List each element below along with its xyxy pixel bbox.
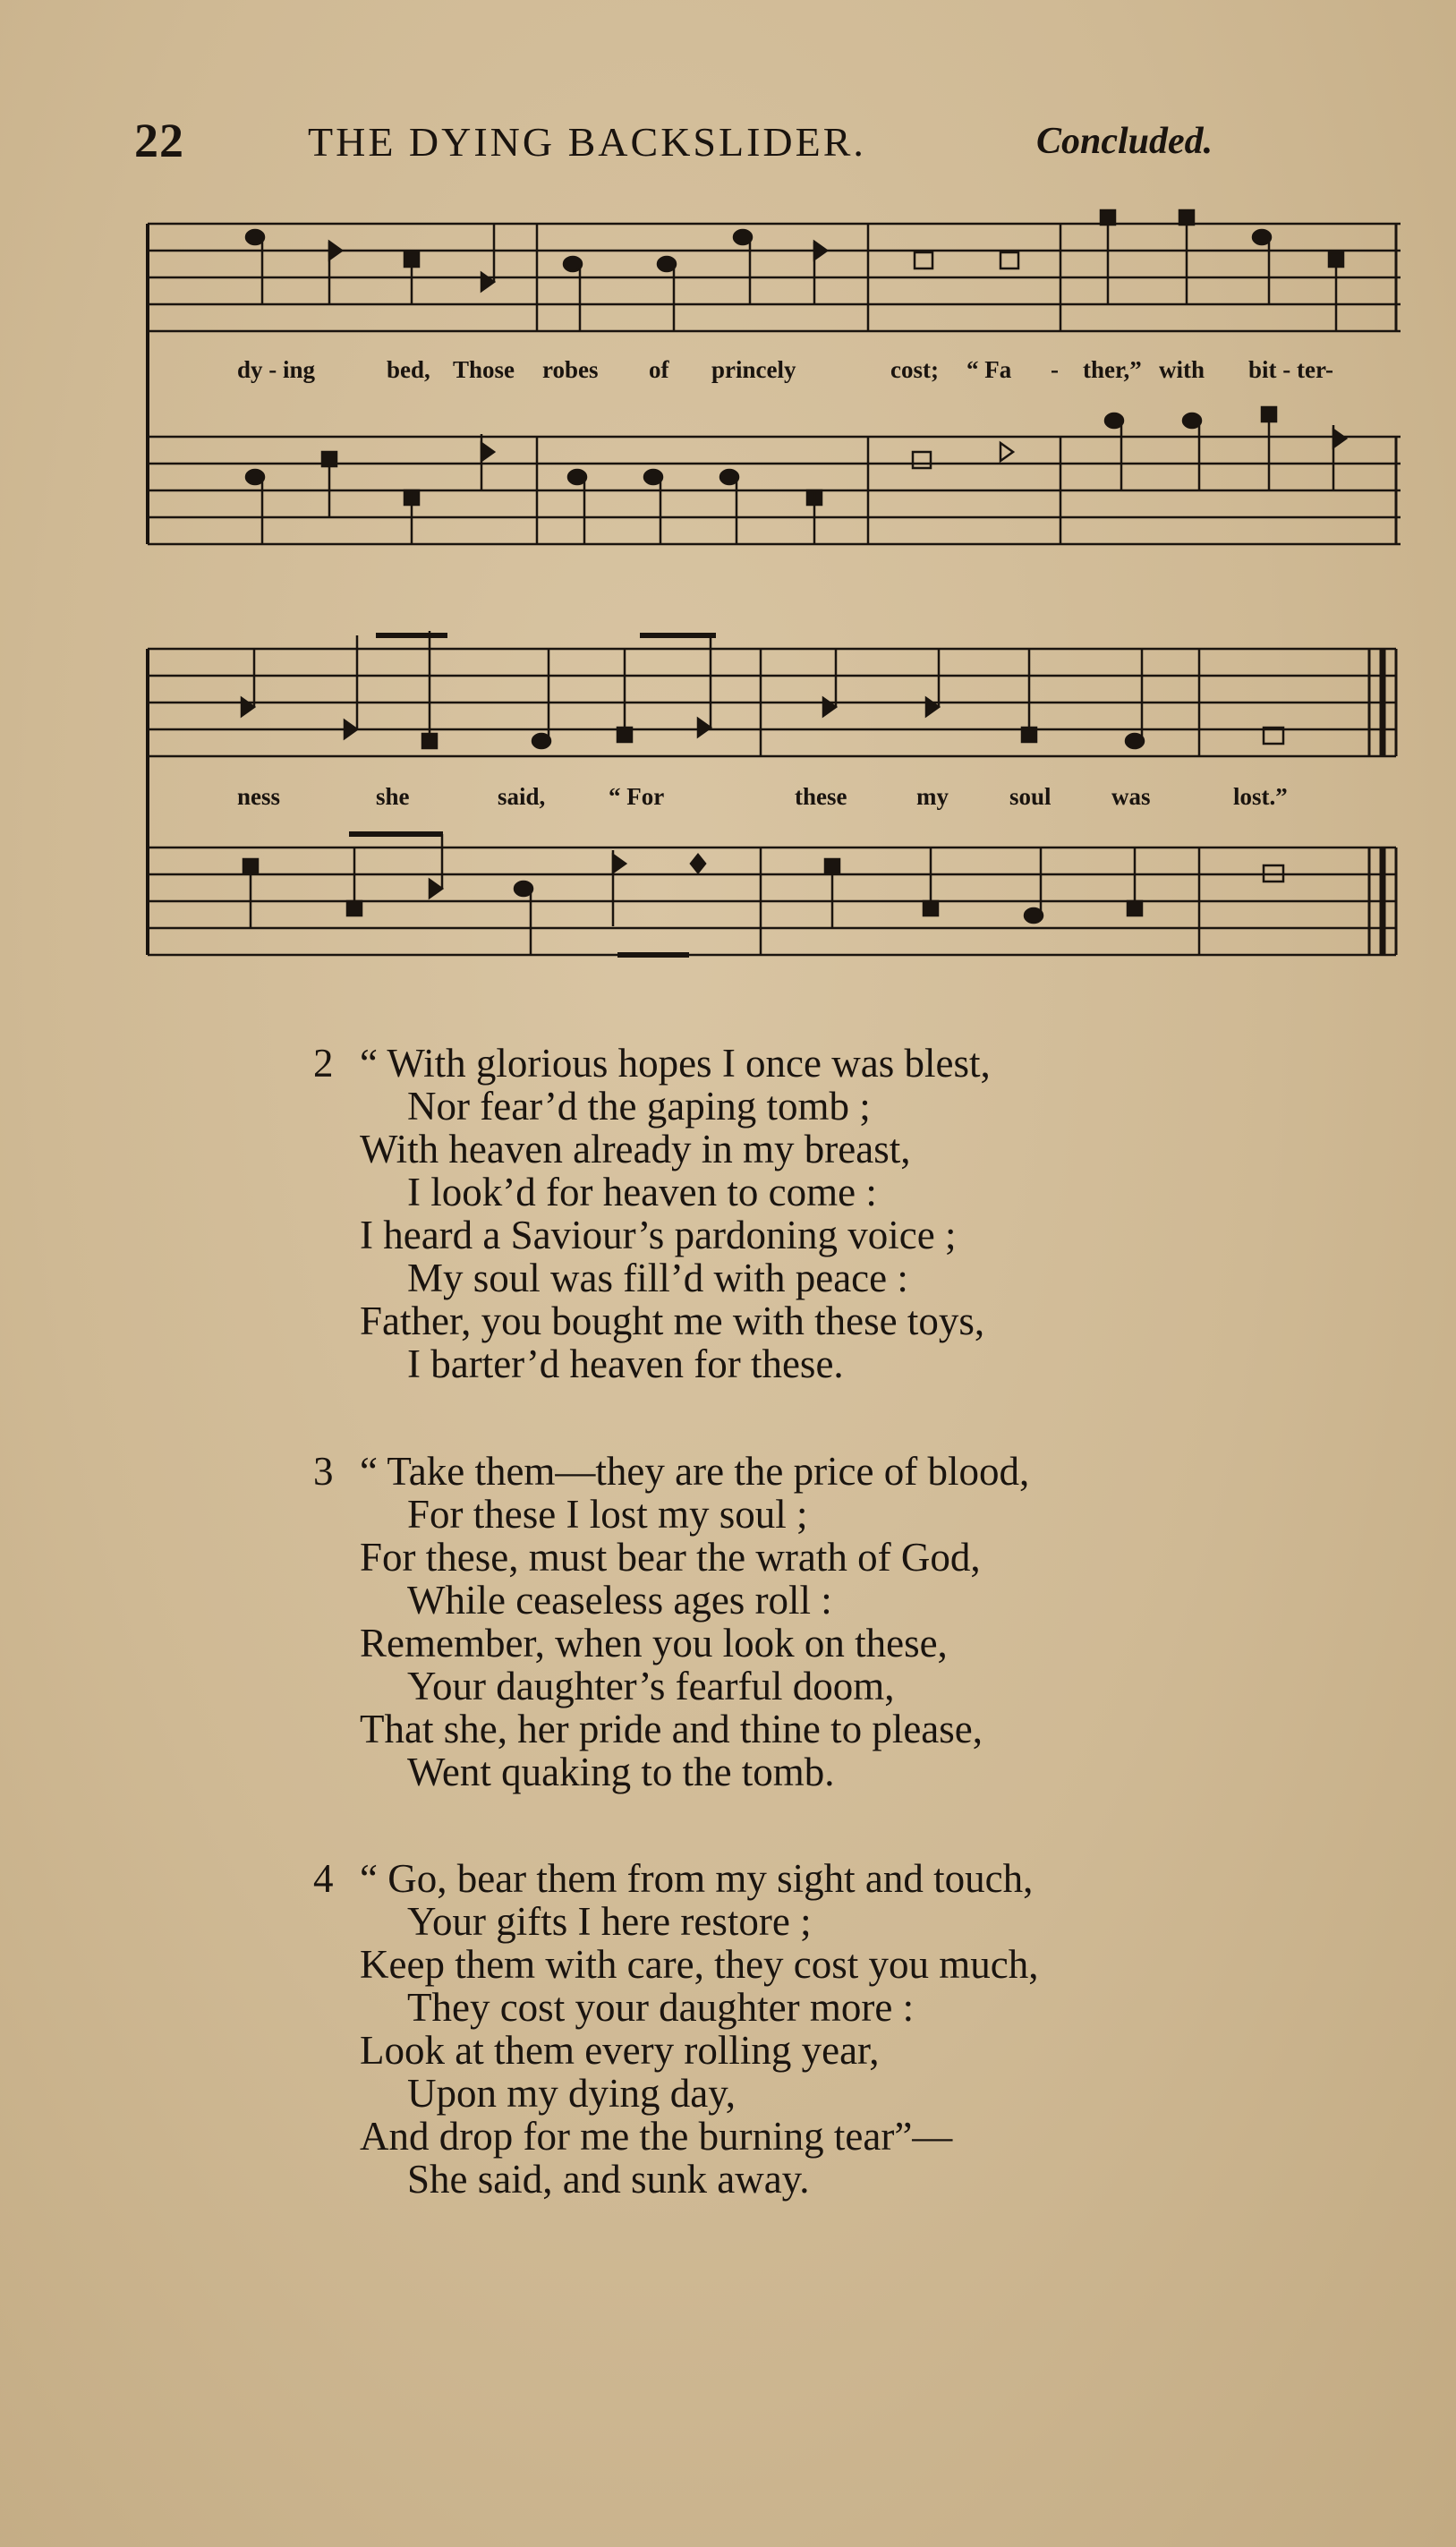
lyric-syllable: - <box>1051 356 1059 383</box>
verse-line: “ With glorious hopes I once was blest, <box>360 1041 991 1086</box>
lyric-syllable: dy - ing <box>237 356 316 383</box>
stanza-number: 3 <box>313 1449 334 1494</box>
verse-line: With heaven already in my breast, <box>360 1127 911 1171</box>
stanza-3 <box>313 1450 1029 1793</box>
stanza-number: 2 <box>313 1041 334 1086</box>
lyric-syllable: these <box>795 783 847 810</box>
lyric-syllable: she <box>376 783 410 810</box>
music-system-1 <box>143 206 1405 546</box>
verse-line: Went quaking to the tomb. <box>407 1750 835 1794</box>
verse-line: “ Take them—they are the price of blood, <box>360 1449 1030 1494</box>
verse-line: Nor fear’d the gaping tomb ; <box>407 1084 871 1129</box>
verse-line: For these I lost my soul ; <box>407 1492 808 1537</box>
page-number: 22 <box>134 114 184 167</box>
running-subtitle: Concluded. <box>1036 121 1213 162</box>
running-title: THE DYING BACKSLIDER. <box>308 119 866 165</box>
lyric-syllable: of <box>649 356 669 383</box>
verse-line: I heard a Saviour’s pardoning voice ; <box>360 1213 957 1257</box>
verse-line: I look’d for heaven to come : <box>407 1170 877 1214</box>
lyric-syllable: with <box>1159 356 1205 383</box>
lyric-syllable: bit - ter- <box>1248 356 1333 383</box>
lyric-syllable: cost; <box>890 356 939 383</box>
verse-line: And drop for me the burning tear”— <box>360 2114 953 2159</box>
verse-line: She said, and sunk away. <box>407 2157 810 2202</box>
music-system-2 <box>143 631 1405 958</box>
verse-line: Look at them every rolling year, <box>360 2028 880 2073</box>
verse-line: Your gifts I here restore ; <box>407 1899 812 1944</box>
lyric-syllable: Those <box>453 356 515 383</box>
verse-line: Remember, when you look on these, <box>360 1621 948 1665</box>
stanza-2 <box>313 1042 991 1385</box>
verse-line: I barter’d heaven for these. <box>407 1342 844 1386</box>
music-system-2-staves <box>143 631 1405 958</box>
stanza-number: 4 <box>313 1856 334 1901</box>
stanza-4 <box>313 1857 1039 2201</box>
lyric-syllable: princely <box>711 356 796 383</box>
verse-line: While ceaseless ages roll : <box>407 1578 832 1623</box>
verse-line: That she, her pride and thine to please, <box>360 1707 983 1751</box>
lyric-syllable: ness <box>237 783 281 810</box>
lyric-syllable: ther,” <box>1083 356 1142 383</box>
verse-line: Upon my dying day, <box>407 2071 737 2116</box>
lyric-syllable: soul <box>1009 783 1052 810</box>
lyric-syllable: “ For <box>609 783 665 810</box>
verse-line: They cost your daughter more : <box>407 1985 915 2030</box>
verse-line: My soul was fill’d with peace : <box>407 1256 908 1300</box>
lyric-syllable: “ Fa <box>966 356 1012 383</box>
verse-line: Father, you bought me with these toys, <box>360 1299 985 1343</box>
lyric-syllable: lost.” <box>1233 783 1288 810</box>
lyric-syllable: said, <box>498 783 546 810</box>
verse-line: “ Go, bear them from my sight and touch, <box>360 1856 1034 1901</box>
lyric-syllable: was <box>1111 783 1151 810</box>
verse-line: Keep them with care, they cost you much, <box>360 1942 1039 1987</box>
verse-line: Your daughter’s fearful doom, <box>407 1664 895 1708</box>
lyric-syllable: bed, <box>387 356 430 383</box>
verse-line: For these, must bear the wrath of God, <box>360 1535 981 1580</box>
lyric-syllable: robes <box>542 356 599 383</box>
lyric-syllable: my <box>916 783 949 810</box>
